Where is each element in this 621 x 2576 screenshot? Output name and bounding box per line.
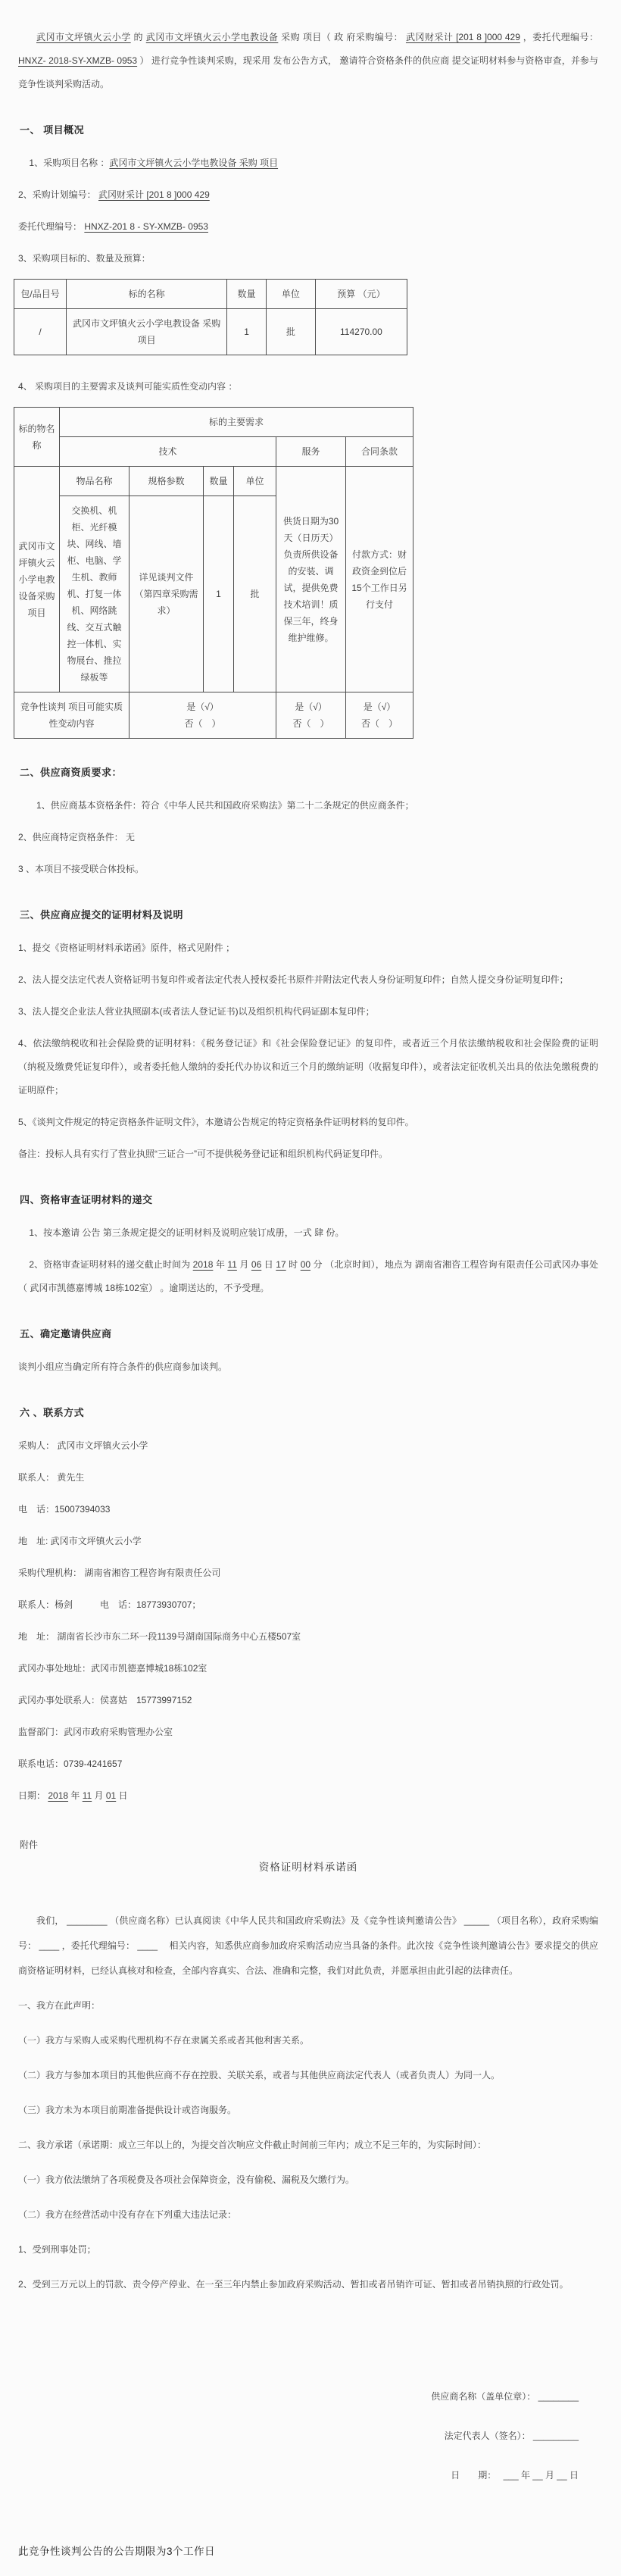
col-header-quantity: 数量 [227, 280, 267, 309]
intro-paragraph: 武冈市文坪镇火云小学 的 武冈市文坪镇火云小学电教设备 采购 项目（ 政 府采购编号： 武冈财采计 [201 8 ]000 429 ，委托代理编号： HNXZ- 2018-SY-XMZB- 0953 ） 进行竞争性谈判采购，现采用 发布公告方式， 邀请符合资格条件的供应商 提交证明材料参与资格审查，并参与竞争性谈判采购活动。 [18, 32, 598, 89]
table-row-substantive-change [14, 692, 413, 739]
promise-heading: 二、我方承诺（承诺期：成立三年以上的，为提交首次响应文件截止时间前三年内；成立不足三年的，为实际时间）： [18, 2140, 487, 2150]
col-header-package: 包/品目号 [14, 280, 67, 309]
contact-line-agency-contact: 联系人：杨剑 电 话：18773930707； [18, 1599, 201, 1610]
declaration-item-3: （三）我方未为本项目前期准备提供设计或咨询服务。 [18, 2105, 237, 2115]
section-3-item-5: 5、《谈判文件规定的特定资格条件证明文件》，本邀请公告规定的特定资格条件证明材料的复印件。 [18, 1117, 414, 1127]
header-spec-params: 规格参数 [130, 467, 204, 496]
header-subject-name: 标的物名称 [14, 408, 60, 467]
yes-checked-option: 是（√） [186, 702, 219, 712]
cell-contract-terms: 付款方式：财政资金到位后15个工作日另行支付 [346, 467, 413, 692]
section-1-item-project-name: 1、采购项目名称 ：武冈市文坪镇火云小学电教设备 采购 项目 [29, 158, 279, 168]
col-header-subject-name: 标的名称 [67, 280, 227, 309]
section-6-heading: 六 、联系方式 [20, 1407, 85, 1418]
contact-line-phone: 电 话：15007394033 [18, 1504, 111, 1515]
no-option: 否（ ） [361, 718, 398, 729]
table-header-row [14, 280, 407, 309]
promise-item-3: 1、受到刑事处罚； [18, 2244, 96, 2255]
section-5-body: 谈判小组应当确定所有符合条件的供应商参加谈判。 [18, 1361, 228, 1372]
contact-line-agency-address: 地 址： 湖南省长沙市东二环一段1139号湖南国际商务中心五楼507室 [18, 1631, 301, 1642]
section-2-item-2: 2、供应商特定资格条件： 无 [18, 832, 136, 843]
cell-change-technical [130, 692, 276, 739]
contact-line-supervisor-phone: 联系电话：0739-4241657 [18, 1758, 123, 1769]
section-1-item-agency-number: 委托代理编号： HNXZ-201 8 - SY-XMZB- 0953 [18, 221, 208, 232]
declaration-item-2: （二）我方与参加本项目的其他供应商不存在控股、关联关系，或者与其他供应商法定代表人（或者负责人）为同一人。 [18, 2070, 501, 2080]
section-1-item-plan-number: 2、采购计划编号： 武冈财采计 [201 8 ]000 429 [18, 189, 210, 200]
cell-subject-name: 武冈市文坪镇火云小学电教设备 采购项目 [67, 309, 227, 355]
contact-line-purchaser: 采购人： 武冈市文坪镇火云小学 [18, 1440, 148, 1451]
header-technical: 技术 [60, 437, 276, 467]
procurement-subject-table [14, 279, 407, 355]
contact-line-address: 地 址: 武冈市文坪镇火云小学 [18, 1536, 142, 1546]
section-3-item-2: 2、法人提交法定代表人资格证明书复印件或者法定代表人授权委托书原件并附法定代表人身份证明复印件；自然人提交身份证明复印件； [18, 974, 569, 985]
commitment-letter-body: 我们， ________ （供应商名称）已认真阅读《中华人民共和国政府采购法》及《竞争性谈判邀请公告》 _____ （项目名称），政府采购编号： ____ ，委托代理编号： ____ 相关内容，知悉供应商参加政府采购活动应当具备的条件。此次按《竞争性谈判邀请公告》要求提交的供应商资格证明材料，已经认真核对和检查，全部内容真实、合法、准确和完整，我们对此负责，并愿承担由此引起的法律责任。 [18, 1915, 598, 1976]
signature-legal-rep-line: 法定代表人（签名）： _________ [444, 2431, 579, 2441]
signature-date-line: 日 期： ___ 年 __ 月 __ 日 [451, 2470, 579, 2481]
section-1-item-budget-intro: 3、采购项目标的、数量及预算： [18, 253, 151, 264]
attachment-title: 资格证明材料承诺函 [258, 1862, 358, 1873]
signature-supplier-line: 供应商名称（盖单位章）： ________ [431, 2391, 579, 2402]
section-1-item-requirements-intro: 4、 采购项目的主要需求及谈判可能实质性变动内容 ： [18, 381, 238, 392]
cell-item-list: 交换机、机柜、光纤模块、网线、墙柜、电脑、学生机、教师机、打复一体机、网络跳线、交互式触控一体机、实物展台、推拉绿板等 [60, 496, 130, 692]
cell-change-service [276, 692, 346, 739]
cell-quantity: 1 [227, 309, 267, 355]
header-item-name: 物品名称 [60, 467, 130, 496]
no-option: 否（ ） [292, 718, 329, 729]
cell-quantity: 1 [204, 496, 234, 692]
promise-item-1: （一）我方依法缴纳了各项税费及各项社会保障资金，没有偷税、漏税及欠缴行为。 [18, 2174, 355, 2185]
section-2-item-1: 1、供应商基本资格条件：符合《中华人民共和国政府采购法》第二十二条规定的供应商条件； [36, 800, 414, 811]
yes-checked-option: 是（√） [295, 702, 327, 712]
section-5-heading: 五、确定邀请供应商 [20, 1328, 112, 1340]
header-unit: 单位 [234, 467, 276, 496]
contact-line-office-address: 武冈办事处地址：武冈市凯德嘉博城18栋102室 [18, 1663, 208, 1674]
section-4-item-1: 1、按本邀请 公告 第三条规定提交的证明材料及说明应装订成册，一式 肆 份。 [29, 1227, 345, 1238]
cell-budget: 114270.00 [315, 309, 407, 355]
section-3-note: 备注：投标人具有实行了营业执照“三证合一”可不提供税务登记证和组织机构代码证复印件。 [18, 1149, 388, 1159]
attachment-label: 附件 [20, 1840, 39, 1850]
contact-line-office-contact: 武冈办事处联系人：侯喜姑 15773997152 [18, 1695, 192, 1705]
table-subheader-row [14, 467, 413, 496]
cell-unit: 批 [267, 309, 316, 355]
table-row [14, 309, 407, 355]
contact-line-supervisor: 监督部门：武冈市政府采购管理办公室 [18, 1727, 173, 1737]
yes-checked-option: 是（√） [363, 702, 396, 712]
announcement-date-line: 日期： 2018 年 11 月 01 日 [18, 1790, 128, 1801]
cell-change-contract [346, 692, 413, 739]
cell-spec: 详见谈判文件（第四章采购需求） [130, 496, 204, 692]
section-3-item-3: 3、法人提交企业法人营业执照副本(或者法人登记证书)以及组织机构代码证副本复印件； [18, 1006, 375, 1017]
announcement-period-note: 此竞争性谈判公告的公告期限为3个工作日 [18, 2546, 216, 2557]
cell-package: / [14, 309, 67, 355]
header-service: 服务 [276, 437, 346, 467]
section-3-heading: 三、供应商应提交的证明材料及说明 [20, 909, 184, 921]
cell-change-label: 竞争性谈判 项目可能实质性变动内容 [14, 692, 130, 739]
header-quantity: 数量 [204, 467, 234, 496]
table-header-row [14, 437, 413, 467]
section-2-item-3: 3 、本项目不接受联合体投标。 [18, 864, 145, 874]
cell-subject: 武冈市文坪镇火云小学电教设备采购项目 [14, 467, 60, 692]
cell-service-terms: 供货日期为30天（日历天）负责所供设备的安装、调试，提供免费技术培训！质保三年，终身维护维修。 [276, 467, 346, 692]
col-header-unit: 单位 [267, 280, 316, 309]
section-4-item-2: 2、资格审查证明材料的递交截止时间为 2018 年 11 月 06 日 17 时 00 分 （北京时间），地点为 湖南省湘咨工程咨询有限责任公司武冈办事处（ 武冈市凯德嘉博城 18栋102室） 。逾期送达的，不予受理。 [18, 1259, 598, 1293]
cell-unit: 批 [234, 496, 276, 692]
header-main-requirements: 标的主要需求 [60, 408, 413, 437]
promise-item-4: 2、受到三万元以上的罚款、责令停产停业、在一至三年内禁止参加政府采购活动、暂扣或者吊销许可证、暂扣或者吊销执照的行政处罚。 [18, 2279, 569, 2290]
col-header-budget: 预算 （元） [315, 280, 407, 309]
section-4-heading: 四、资格审查证明材料的递交 [20, 1194, 153, 1205]
header-contract-terms: 合同条款 [346, 437, 413, 467]
section-3-item-4: 4、依法缴纳税收和社会保险费的证明材料：《税务登记证》和《社会保险登记证》的复印件，或者近三个月依法缴纳税收和社会保险费的证明（纳税及缴费凭证复印件），或者委托他人缴纳的委托代办协议和近三个月的缴纳证明（收据复印件），或者法定征收机关出具的依法免缴税费的证明原件； [18, 1038, 598, 1096]
requirements-table [14, 407, 413, 739]
table-header-row [14, 408, 413, 437]
declaration-heading: 一、我方在此声明： [18, 2000, 101, 2011]
contact-line-agency: 采购代理机构： 湖南省湘咨工程咨询有限责任公司 [18, 1568, 221, 1578]
declaration-item-1: （一）我方与采购人或采购代理机构不存在隶属关系或者其他利害关系。 [18, 2035, 310, 2046]
section-1-heading: 一、 项目概况 [20, 124, 85, 136]
promise-item-2: （二）我方在经营活动中没有存在下列重大违法记录： [18, 2209, 237, 2220]
section-2-heading: 二、供应商资质要求： [20, 767, 123, 778]
contact-line-contact-person: 联系人： 黄先生 [18, 1472, 85, 1483]
signature-block [18, 2385, 598, 2487]
no-option: 否（ ） [184, 718, 221, 729]
section-3-item-1: 1、提交《资格证明材料承诺函》原件，格式见附件 ； [18, 943, 236, 953]
